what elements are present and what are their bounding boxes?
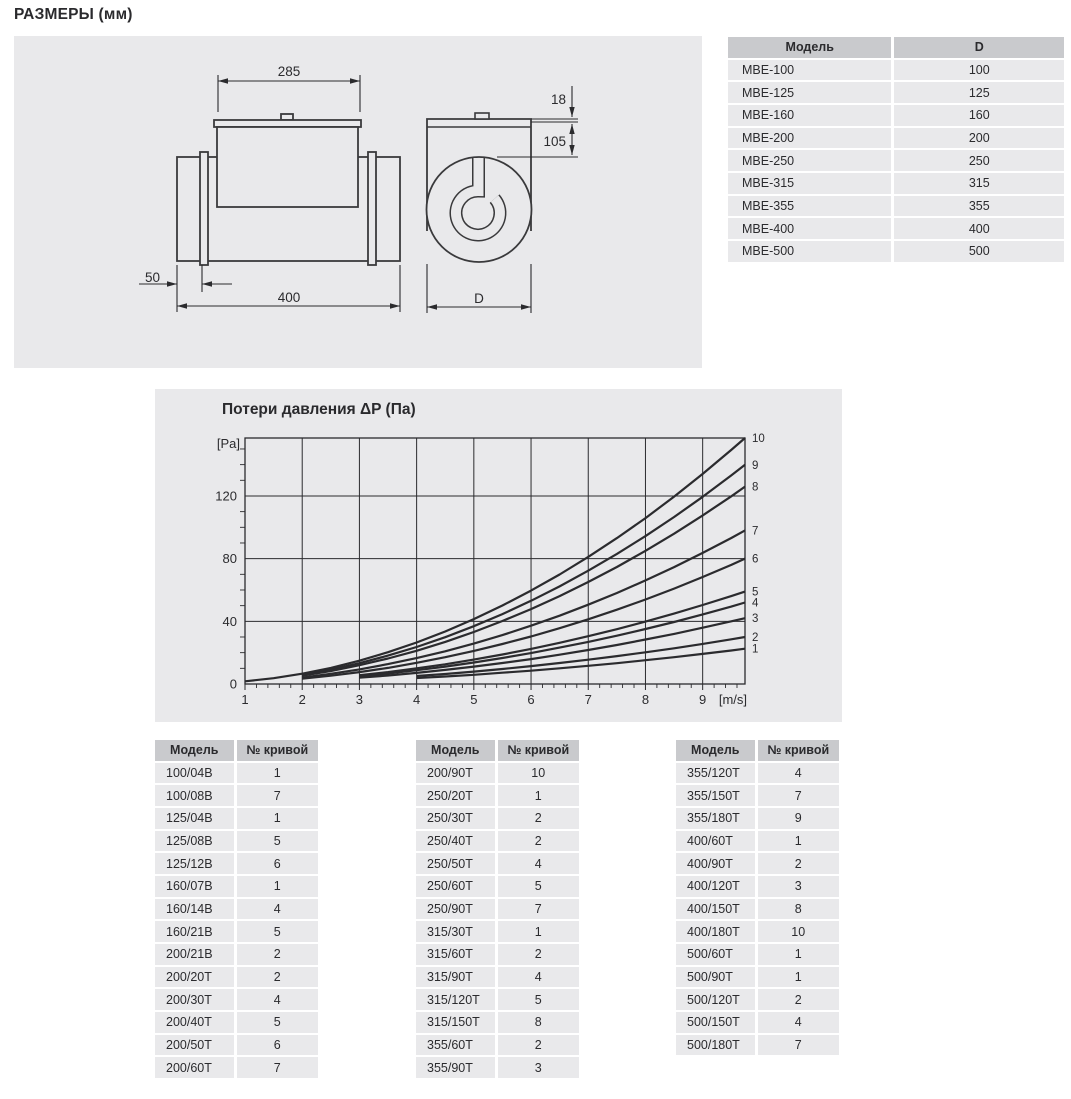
cell: 355/180T — [676, 808, 758, 831]
cell: 200/90T — [416, 763, 498, 786]
x-axis-unit: [m/s] — [718, 692, 747, 707]
pressure-loss-chart-panel — [155, 389, 842, 722]
cell: 355 — [894, 196, 1064, 219]
curve-label-10: 10 — [752, 433, 765, 445]
curve-table-3 — [676, 740, 839, 1057]
cell: 1 — [237, 808, 319, 831]
table-row — [416, 763, 579, 786]
table-row — [728, 60, 1064, 83]
page-title: РАЗМЕРЫ (мм) — [14, 6, 133, 23]
cell: 7 — [498, 899, 580, 922]
plot-border — [245, 438, 745, 684]
table-row — [676, 876, 839, 899]
cell: MBE-125 — [728, 82, 894, 105]
cell: 10 — [498, 763, 580, 786]
flange-right — [368, 152, 376, 265]
cell: 6 — [237, 853, 319, 876]
cell: 400/120T — [676, 876, 758, 899]
cell: 1 — [758, 967, 840, 990]
cell: 400/180T — [676, 921, 758, 944]
table-row — [728, 173, 1064, 196]
cell: 7 — [237, 1057, 319, 1080]
cell: 200/30T — [155, 989, 237, 1012]
model-diameter-table — [728, 37, 1064, 264]
curve-label-3: 3 — [752, 613, 759, 626]
cell: 5 — [237, 1012, 319, 1035]
cell: 8 — [498, 1012, 580, 1035]
dim-lid-offset: 18 — [550, 92, 566, 107]
column-header: Модель — [676, 740, 758, 763]
cell: MBE-355 — [728, 196, 894, 219]
table-row — [155, 853, 318, 876]
cell: 160/14B — [155, 899, 237, 922]
x-tick-label: 4 — [413, 692, 421, 707]
cell: 315/120T — [416, 989, 498, 1012]
table-row — [416, 944, 579, 967]
column-header: № кривой — [758, 740, 840, 763]
dim-box-depth: 105 — [543, 134, 566, 149]
cell: 125/04B — [155, 808, 237, 831]
cell: 1 — [758, 831, 840, 854]
dim-body-length: 400 — [277, 290, 301, 305]
cell: 6 — [237, 1035, 319, 1058]
cell: 1 — [498, 785, 580, 808]
cell: 355/60T — [416, 1035, 498, 1058]
cell: 5 — [237, 921, 319, 944]
cell: 1 — [498, 921, 580, 944]
table-row — [676, 921, 839, 944]
cell: 2 — [498, 944, 580, 967]
curve-label-5: 5 — [752, 586, 759, 599]
cell: 200/40T — [155, 1012, 237, 1035]
cell: 355/120T — [676, 763, 758, 786]
cell: 160 — [894, 105, 1064, 128]
cell: 125/12B — [155, 853, 237, 876]
table-row — [676, 831, 839, 854]
cell: 500/180T — [676, 1035, 758, 1058]
cell: 400 — [894, 218, 1064, 241]
cell: 400/90T — [676, 853, 758, 876]
cell: 100 — [894, 60, 1064, 83]
y-tick-label: 0 — [229, 676, 237, 692]
cell: 500/60T — [676, 944, 758, 967]
column-header: № кривой — [498, 740, 580, 763]
cell: 355/90T — [416, 1057, 498, 1080]
table-row — [416, 808, 579, 831]
table-row — [416, 1057, 579, 1080]
cell: 200/50T — [155, 1035, 237, 1058]
table-row — [728, 82, 1064, 105]
table-row — [416, 1012, 579, 1035]
table-row — [155, 785, 318, 808]
table-row — [416, 1035, 579, 1058]
curve-label-9: 9 — [752, 459, 759, 472]
cell: 250/20T — [416, 785, 498, 808]
duct-heater-drawing — [14, 36, 702, 368]
curve-label-2: 2 — [752, 631, 759, 644]
column-header: Модель — [728, 37, 894, 60]
dim-flange-offset: 50 — [144, 270, 160, 285]
dim-diameter: D — [474, 291, 484, 306]
table-row — [728, 105, 1064, 128]
cell: 100/08B — [155, 785, 237, 808]
cell: 2 — [758, 989, 840, 1012]
cell: 315/90T — [416, 967, 498, 990]
curve-table-2 — [416, 740, 579, 1080]
curve-4 — [359, 603, 745, 677]
cell: 500 — [894, 241, 1064, 264]
cell: 500/120T — [676, 989, 758, 1012]
cell: 200/20T — [155, 967, 237, 990]
table-row — [676, 785, 839, 808]
table-row — [676, 944, 839, 967]
table-row — [416, 921, 579, 944]
table-row — [155, 921, 318, 944]
terminal-box-lid — [214, 120, 361, 127]
cell: 315/150T — [416, 1012, 498, 1035]
cell: 1 — [237, 876, 319, 899]
pressure-loss-chart — [155, 389, 842, 722]
cell: MBE-160 — [728, 105, 894, 128]
flange-left — [200, 152, 208, 265]
cell: MBE-400 — [728, 218, 894, 241]
cell: 250/90T — [416, 899, 498, 922]
curve-label-4: 4 — [752, 597, 759, 610]
side-view — [177, 114, 400, 265]
cell: 355/150T — [676, 785, 758, 808]
cell: 160/07B — [155, 876, 237, 899]
cell: 10 — [758, 921, 840, 944]
table-row — [728, 241, 1064, 264]
cell: 400/60T — [676, 831, 758, 854]
table-row — [155, 808, 318, 831]
terminal-box — [217, 127, 358, 207]
table-row — [416, 967, 579, 990]
table-row — [676, 1035, 839, 1058]
table-row — [155, 763, 318, 786]
cell: 8 — [758, 899, 840, 922]
cell: 125 — [894, 82, 1064, 105]
table-row — [416, 876, 579, 899]
cell: 2 — [237, 944, 319, 967]
table-row — [155, 876, 318, 899]
cell: 250/30T — [416, 808, 498, 831]
cell: 250/60T — [416, 876, 498, 899]
lid-handle — [281, 114, 293, 120]
x-tick-label: 9 — [699, 692, 707, 707]
cell: 200/60T — [155, 1057, 237, 1080]
cell: MBE-315 — [728, 173, 894, 196]
x-tick-label: 6 — [527, 692, 535, 707]
dim-box-width: 285 — [277, 64, 301, 79]
cell: MBE-250 — [728, 150, 894, 173]
cell: 315 — [894, 173, 1064, 196]
cell: MBE-500 — [728, 241, 894, 264]
cell: 5 — [498, 989, 580, 1012]
cell: 9 — [758, 808, 840, 831]
end-view — [427, 113, 532, 262]
cell: 125/08B — [155, 831, 237, 854]
lid-handle-front — [475, 113, 489, 119]
curve-table-1 — [155, 740, 318, 1080]
cell: 4 — [498, 853, 580, 876]
column-header: № кривой — [237, 740, 319, 763]
cell: 500/150T — [676, 1012, 758, 1035]
cell: 2 — [498, 808, 580, 831]
cell: 315/60T — [416, 944, 498, 967]
cell: 250/50T — [416, 853, 498, 876]
curve-label-7: 7 — [752, 525, 759, 538]
x-tick-label: 8 — [641, 692, 650, 707]
table-row — [155, 967, 318, 990]
table-row — [676, 808, 839, 831]
cell: 4 — [237, 899, 319, 922]
x-tick-label: 5 — [470, 692, 478, 707]
table-row — [676, 989, 839, 1012]
x-tick-label: 1 — [241, 692, 249, 707]
cell: 4 — [498, 967, 580, 990]
cell: 4 — [758, 1012, 840, 1035]
y-tick-label: 40 — [222, 613, 237, 629]
table-row — [416, 989, 579, 1012]
table-row — [416, 899, 579, 922]
cell: MBE-200 — [728, 128, 894, 151]
table-row — [155, 1057, 318, 1080]
table-row — [676, 763, 839, 786]
table-row — [155, 1035, 318, 1058]
cell: 1 — [758, 944, 840, 967]
cell: 500/90T — [676, 967, 758, 990]
cell: 200 — [894, 128, 1064, 151]
cell: 5 — [498, 876, 580, 899]
table-row — [155, 989, 318, 1012]
curve-label-1: 1 — [752, 643, 759, 656]
dimensions-drawing-panel — [14, 36, 702, 368]
cell: 3 — [758, 876, 840, 899]
y-axis-unit: [Pa] — [216, 436, 240, 451]
cell: 7 — [758, 1035, 840, 1058]
table-row — [155, 899, 318, 922]
cell: 100/04B — [155, 763, 237, 786]
table-row — [728, 150, 1064, 173]
table-row — [676, 967, 839, 990]
table-row — [728, 196, 1064, 219]
cell: 5 — [237, 831, 319, 854]
chart-title: Потери давления ΔP (Па) — [222, 401, 416, 418]
table-row — [155, 831, 318, 854]
cell: 4 — [758, 763, 840, 786]
curve-label-8: 8 — [752, 481, 759, 494]
table-row — [155, 944, 318, 967]
y-tick-label: 120 — [215, 488, 237, 504]
cell: 7 — [758, 785, 840, 808]
cell: 2 — [498, 831, 580, 854]
cell: 3 — [498, 1057, 580, 1080]
table-row — [728, 128, 1064, 151]
cell: 4 — [237, 989, 319, 1012]
x-tick-label: 7 — [584, 692, 592, 707]
cell: 160/21B — [155, 921, 237, 944]
table-row — [416, 785, 579, 808]
cell: MBE-100 — [728, 60, 894, 83]
cell: 250 — [894, 150, 1064, 173]
table-row — [728, 218, 1064, 241]
table-row — [155, 1012, 318, 1035]
curve-label-6: 6 — [752, 553, 759, 566]
table-row — [416, 831, 579, 854]
cell: 2 — [758, 853, 840, 876]
cell: 400/150T — [676, 899, 758, 922]
table-row — [416, 853, 579, 876]
table-row — [676, 853, 839, 876]
column-header: Модель — [155, 740, 237, 763]
table-row — [676, 899, 839, 922]
column-header: D — [894, 37, 1064, 60]
cell: 315/30T — [416, 921, 498, 944]
cell: 250/40T — [416, 831, 498, 854]
table-row — [676, 1012, 839, 1035]
x-tick-label: 2 — [298, 692, 306, 707]
cell: 2 — [237, 967, 319, 990]
x-tick-label: 3 — [355, 692, 364, 707]
column-header: Модель — [416, 740, 498, 763]
y-tick-label: 80 — [222, 551, 237, 567]
cell: 1 — [237, 763, 319, 786]
cell: 7 — [237, 785, 319, 808]
cell: 200/21B — [155, 944, 237, 967]
cell: 2 — [498, 1035, 580, 1058]
